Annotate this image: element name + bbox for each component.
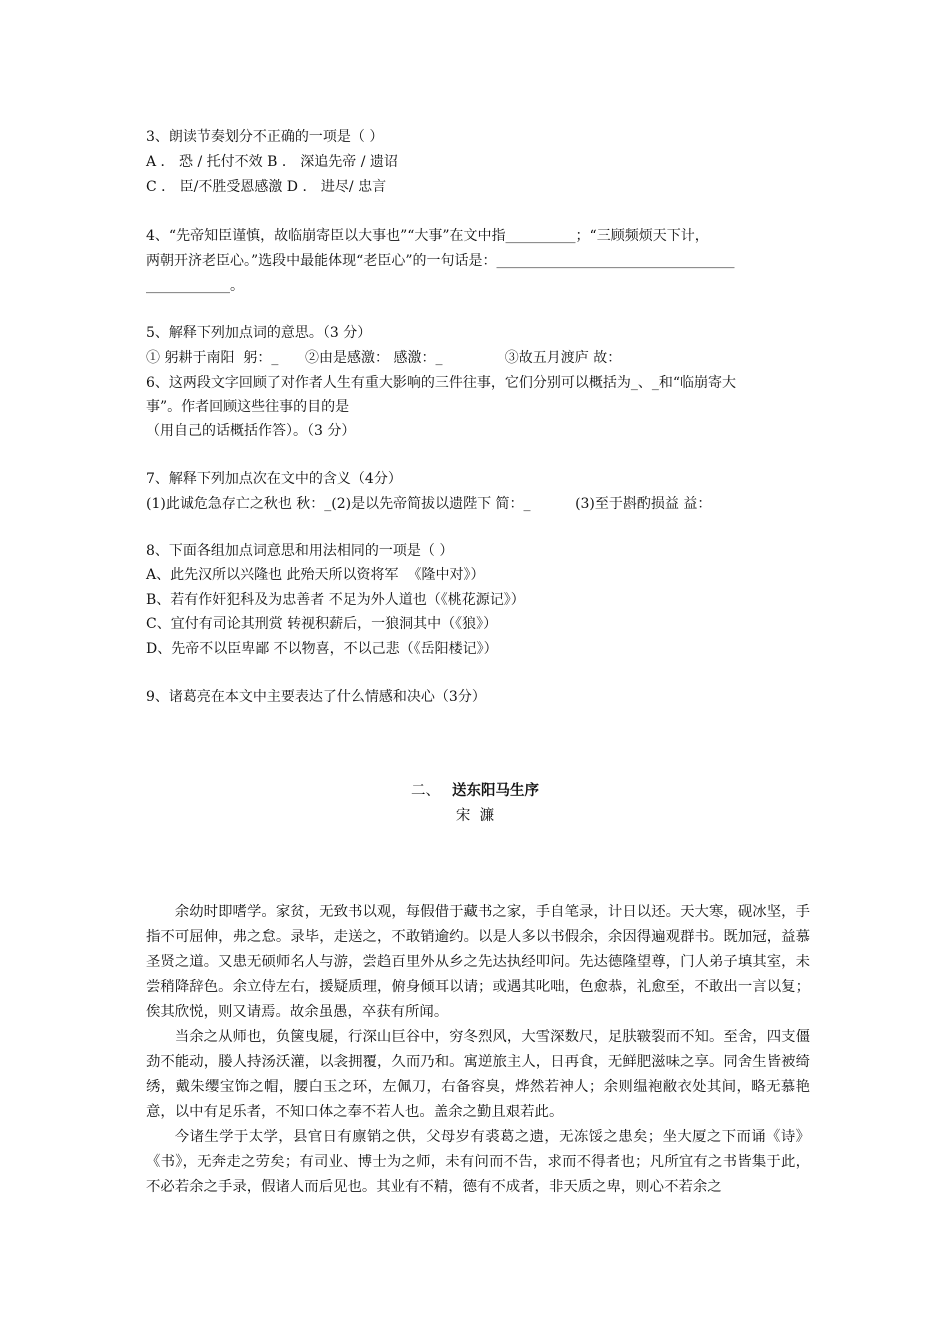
q4-line3: ____________。 xyxy=(146,278,244,294)
section-number: 二、 xyxy=(411,783,440,799)
section-author: 宋 濂 xyxy=(455,808,495,824)
passage-paragraph-1: 余幼时即嗜学。家贫，无致书以观，每假借于藏书之家，手自笔录，计日以还。天大寒，砚冰坚，手指不可屈伸，弗之怠。录毕，走送之，不敢销逾约。以是人多以书假余，余因得遍观群书。既加冠，益慕圣贤之道。又患无硕师名人与游，尝趋百里外从乡之先达执经叩问。先达德隆望尊，门人弟子填其室，未尝稍降辞色。余立侍左右，援疑质理，俯身倾耳以请；或遇其叱咄，色愈恭，礼愈至，不敢出一言以复；俟其欣悦，则又请焉。故余虽愚，卒获有所闻。 xyxy=(146,904,810,1020)
q3-options-ab: A ． 恐 / 托付不效 B ． 深追先帝 / 遗诏 xyxy=(146,154,398,170)
q5-items: ① 躬耕于南阳 躬：_ ②由是感激： 感激：_ ③故五月渡庐 故： xyxy=(146,350,622,366)
section-title xyxy=(0,781,950,801)
q5-stem: 5、解释下列加点词的意思。（3 分） xyxy=(146,325,372,341)
q8-option-c: C、宜付有司论其刑赏 转视积薪后，一狼洞其中（《狼》） xyxy=(146,616,498,632)
passage xyxy=(146,900,810,1200)
passage-paragraph-2: 当余之从师也，负箧曳屣，行深山巨谷中，穷冬烈风，大雪深数尺，足肤皲裂而不知。至舍，四支僵劲不能动，媵人持汤沃灌，以衾拥覆，久而乃和。寓逆旅主人，日再食，无鲜肥滋味之享。同舍生皆被绮绣，戴朱缨宝饰之帽，腰白玉之环，左佩刀，右备容臭，烨然若神人；余则缊袍敝衣处其间，略无慕艳意，以中有足乐者，不知口体之奉不若人也。盖余之勤且艰若此。 xyxy=(146,1029,810,1120)
q6-line1: 6、这两段文字回顾了对作者人生有重大影响的三件往事，它们分别可以概括为_、_和“临崩寄大 xyxy=(146,375,737,391)
passage-paragraph-3: 今诸生学于太学，县官日有廪销之供，父母岁有裘葛之遗，无冻馁之患矣；坐大厦之下而诵《诗》《书》，无奔走之劳矣；有司业、博士为之师，未有问而不告，求而不得者也；凡所宜有之书皆集于此，不必若余之手录，假诸人而后见也。其业有不精，德有不成者，非天质之卑，则心不若余之 xyxy=(146,1129,810,1195)
q3-options-cd: C ． 臣/不胜受恩感激 D ． 进尽/ 忠言 xyxy=(146,179,387,195)
q4-line1: 4、“先帝知臣谨慎，故临崩寄臣以大事也”“大事”在文中指__________；“三顾频烦天下计， xyxy=(146,228,709,244)
section-title-text: 送东阳马生序 xyxy=(452,782,539,799)
q4-line2: 两朝开济老臣心。”选段中最能体现“老臣心”的一句话是：__________________________________ xyxy=(146,253,735,269)
q8-option-b: B、若有作奸犯科及为忠善者 不足为外人道也（《桃花源记》） xyxy=(146,592,525,608)
q9-stem: 9、诸葛亮在本文中主要表达了什么情感和决心（3分） xyxy=(146,689,486,705)
q7-stem: 7、解释下列加点次在文中的含义（4分） xyxy=(146,471,402,487)
q8-option-a: A、此先汉所以兴隆也 此殆天所以资将军 《隆中对》） xyxy=(146,567,485,583)
q6-line2: 事”。作者回顾这些往事的目的是 xyxy=(146,399,350,415)
q3-stem: 3、朗读节奏划分不正确的一项是（ ） xyxy=(146,129,384,145)
q7-items: (1)此诚危急存亡之秋也 秋：_(2)是以先帝简拔以遗陛下 简：_ (3)至于斟酌损益 益： xyxy=(146,496,712,512)
q8-stem: 8、下面各组加点词意思和用法相同的一项是（ ） xyxy=(146,543,454,559)
q8-option-d: D、先帝不以臣卑鄙 不以物喜，不以己悲（《岳阳楼记》） xyxy=(146,641,498,657)
q6-line3: （用自己的话概括作答）。（3 分） xyxy=(146,423,356,439)
